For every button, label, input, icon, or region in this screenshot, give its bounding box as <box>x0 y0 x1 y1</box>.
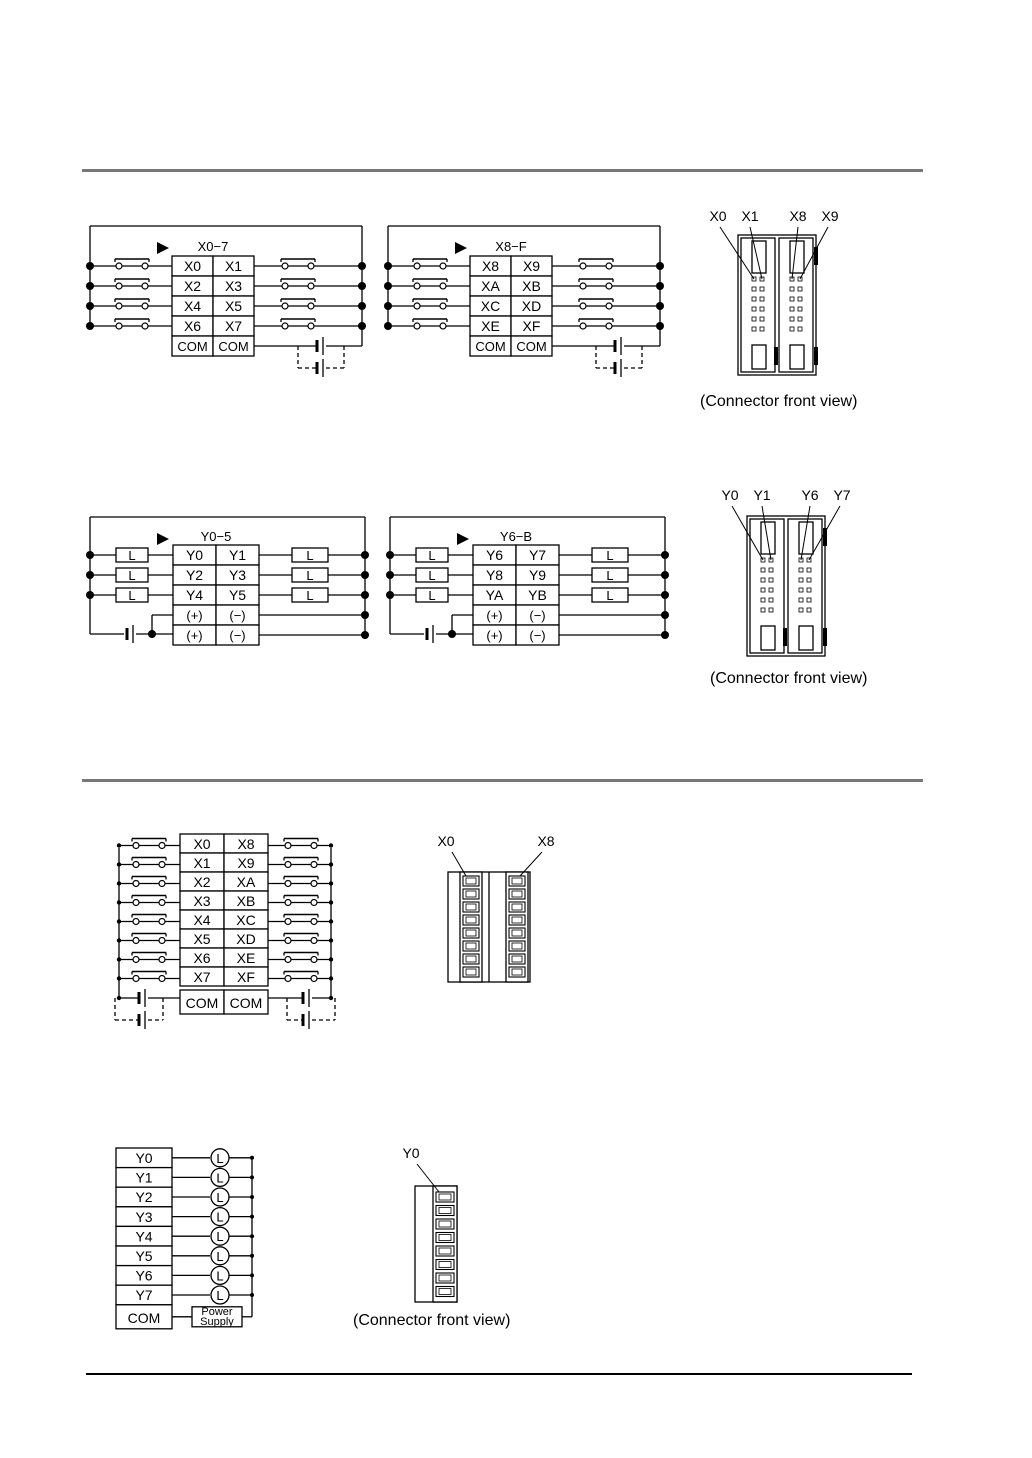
terminal-label: Y1 <box>135 1169 153 1186</box>
pin <box>807 608 811 612</box>
power-label: (−) <box>529 608 546 623</box>
contact-terminal <box>133 862 139 868</box>
pin <box>790 287 794 291</box>
screw-slot <box>466 904 476 910</box>
terminal-label: Y7 <box>528 547 547 563</box>
terminal-label: XF <box>237 969 255 985</box>
contact-terminal <box>311 881 317 887</box>
terminal-label: Y9 <box>528 567 547 583</box>
pin-label: Y0 <box>402 1145 420 1161</box>
contact-terminal <box>285 919 291 925</box>
contact-terminal <box>285 843 291 849</box>
terminal-label: X8 <box>481 258 500 274</box>
terminal-label: X9 <box>522 258 541 274</box>
screw-slot <box>439 1275 451 1281</box>
junction-dot <box>656 282 664 290</box>
terminal-label: XC <box>480 298 501 314</box>
com-label: COM <box>516 339 547 354</box>
junction-dot <box>384 302 392 310</box>
terminal-label: X0 <box>193 836 211 852</box>
terminal-label: X5 <box>193 931 211 947</box>
terminal-strip <box>433 1186 457 1302</box>
contact-terminal <box>159 919 165 925</box>
junction-dot <box>361 571 369 579</box>
pin <box>807 568 811 572</box>
pin-label: X9 <box>821 208 839 224</box>
contact-terminal <box>414 283 420 289</box>
terminal-label: X3 <box>224 278 243 294</box>
contact-terminal <box>606 263 612 269</box>
terminal-label: YA <box>485 587 504 603</box>
junction-dot <box>384 322 392 330</box>
screw-slot <box>439 1262 451 1268</box>
pin1-marker-icon <box>157 242 169 254</box>
key-mark <box>783 628 787 646</box>
pin-label: Y0 <box>721 487 739 503</box>
pin <box>799 578 803 582</box>
pin1-marker-icon <box>455 242 467 254</box>
junction-dot <box>661 551 669 559</box>
pin <box>790 307 794 311</box>
load-label: L <box>216 1229 224 1245</box>
key-mark <box>774 347 778 365</box>
contact-terminal <box>580 323 586 329</box>
terminal-label: Y6 <box>485 547 504 563</box>
pin-label: X1 <box>741 208 759 224</box>
input-wiring-diagram-x8-f <box>378 218 678 388</box>
screw-slot <box>439 1235 451 1241</box>
contact-terminal <box>440 303 446 309</box>
screw-slot <box>466 930 476 936</box>
junction-dot <box>661 571 669 579</box>
screw-slot <box>439 1248 451 1254</box>
contact-terminal <box>606 303 612 309</box>
pin <box>761 578 765 582</box>
pin <box>799 608 803 612</box>
terminal-label: Y6 <box>135 1267 153 1284</box>
contact-terminal <box>133 957 139 963</box>
pin <box>761 588 765 592</box>
pin <box>798 287 802 291</box>
terminal-label: Y1 <box>228 547 247 563</box>
pin-label: Y6 <box>801 487 819 503</box>
contact-terminal <box>440 323 446 329</box>
contact-terminal <box>133 900 139 906</box>
pin <box>769 588 773 592</box>
terminal-label: XE <box>481 318 500 334</box>
latch <box>752 345 766 369</box>
power-label: (+) <box>186 628 203 643</box>
input-connector-front-view <box>700 205 850 385</box>
screw-slot <box>512 891 522 897</box>
contact-terminal <box>414 323 420 329</box>
terminal-label: X9 <box>237 855 255 871</box>
terminal-label: XD <box>521 298 542 314</box>
junction-dot <box>86 571 94 579</box>
terminal-label: X8 <box>237 836 255 852</box>
junction-dot <box>656 302 664 310</box>
contact-terminal <box>282 323 288 329</box>
screw-slot <box>512 956 522 962</box>
latch <box>790 345 804 369</box>
terminal-label: X7 <box>193 969 211 985</box>
contact-terminal <box>285 976 291 982</box>
output-connector-front-view <box>712 484 862 664</box>
block-header: X8−F <box>495 239 527 254</box>
leader-line <box>520 852 542 876</box>
junction-dot <box>361 551 369 559</box>
pin-label: Y7 <box>833 487 851 503</box>
pin <box>798 317 802 321</box>
contact-terminal <box>308 303 314 309</box>
terminal-label: Y0 <box>185 547 204 563</box>
terminal-label: Y3 <box>228 567 247 583</box>
latch <box>799 626 813 650</box>
input-connector-caption: (Connector front view) <box>700 393 858 410</box>
junction-dot <box>384 262 392 270</box>
terminal-label: Y5 <box>228 587 247 603</box>
contact-terminal <box>311 900 317 906</box>
junction-dot <box>358 262 366 270</box>
contact-terminal <box>116 263 122 269</box>
contact-terminal <box>580 263 586 269</box>
pin-label: X8 <box>789 208 807 224</box>
junction-dot <box>86 302 94 310</box>
footer-rule <box>86 1373 912 1375</box>
com-label: COM <box>127 1309 161 1326</box>
contact-terminal <box>133 843 139 849</box>
contact-terminal <box>133 919 139 925</box>
junction-dot <box>656 262 664 270</box>
contact-terminal <box>282 283 288 289</box>
section-divider-middle <box>82 779 923 782</box>
contact-terminal <box>311 862 317 868</box>
contact-terminal <box>311 919 317 925</box>
junction-dot <box>661 591 669 599</box>
contact-terminal <box>159 900 165 906</box>
terminal-label: Y3 <box>135 1208 153 1225</box>
power-label: (−) <box>529 628 546 643</box>
screw-slot <box>466 956 476 962</box>
pin <box>798 307 802 311</box>
contact-terminal <box>414 263 420 269</box>
latch <box>761 522 775 554</box>
load-label: L <box>128 548 136 563</box>
terminal-label: X2 <box>193 874 211 890</box>
terminal-output-connector-view <box>395 1140 475 1310</box>
load-label: L <box>306 588 314 603</box>
power-supply-label: Supply <box>200 1315 234 1328</box>
terminal-output-connector-caption: (Connector front view) <box>353 1312 511 1329</box>
latch <box>761 626 775 650</box>
contact-terminal <box>311 957 317 963</box>
screw-slot <box>439 1289 451 1295</box>
terminal-label: YB <box>528 587 547 603</box>
contact-terminal <box>580 283 586 289</box>
terminal-label: XA <box>236 874 256 890</box>
terminal-output-wiring-diagram <box>110 1142 270 1337</box>
pin <box>761 608 765 612</box>
contact-terminal <box>159 957 165 963</box>
terminal-label: Y8 <box>485 567 504 583</box>
contact-terminal <box>133 976 139 982</box>
screw-slot <box>512 969 522 975</box>
latch <box>790 241 804 273</box>
terminal-label: XF <box>522 318 541 334</box>
load-label: L <box>606 568 614 583</box>
contact-terminal <box>308 323 314 329</box>
contact-terminal <box>159 881 165 887</box>
load-label: L <box>128 568 136 583</box>
pin <box>752 327 756 331</box>
key-mark <box>814 347 818 365</box>
pin <box>807 598 811 602</box>
pin <box>799 568 803 572</box>
screw-slot <box>466 878 476 884</box>
junction-dot <box>384 282 392 290</box>
block-header: Y6−B <box>499 529 533 544</box>
terminal-label: X1 <box>193 855 211 871</box>
terminal-label: Y4 <box>185 587 204 603</box>
pin <box>761 598 765 602</box>
pin1-marker-icon <box>157 533 169 545</box>
terminal-label: X3 <box>193 893 211 909</box>
contact-terminal <box>133 881 139 887</box>
contact-terminal <box>159 976 165 982</box>
pin <box>752 287 756 291</box>
load-label: L <box>306 568 314 583</box>
pin-label: X8 <box>537 833 555 849</box>
com-label: COM <box>475 339 506 354</box>
screw-slot <box>439 1208 451 1214</box>
junction-dot <box>117 843 121 847</box>
load-label: L <box>216 1170 224 1186</box>
terminal-label: X5 <box>224 298 243 314</box>
contact-terminal <box>285 957 291 963</box>
load-label: L <box>216 1190 224 1205</box>
load-label: L <box>216 1268 224 1284</box>
output-wiring-diagram-y0-5 <box>80 512 380 652</box>
load-label: L <box>306 548 314 563</box>
pin <box>752 297 756 301</box>
power-label: (−) <box>229 628 246 643</box>
screw-slot <box>439 1221 451 1227</box>
power-supply-label: Power <box>201 1305 233 1318</box>
terminal-label: X4 <box>193 912 211 928</box>
screw-slot <box>466 917 476 923</box>
screw-slot <box>466 969 476 975</box>
screw-slot <box>466 943 476 949</box>
junction-dot <box>86 591 94 599</box>
pin <box>807 588 811 592</box>
terminal-label: X4 <box>183 298 202 314</box>
section-divider-top <box>82 169 923 172</box>
pin <box>807 578 811 582</box>
contact-terminal <box>311 938 317 944</box>
com-label: COM <box>185 995 219 1011</box>
screw-slot <box>512 917 522 923</box>
com-label: COM <box>218 339 249 354</box>
pin <box>799 588 803 592</box>
terminal-label: XB <box>522 278 541 294</box>
pin <box>769 568 773 572</box>
load-label: L <box>216 1209 224 1225</box>
junction-dot <box>86 551 94 559</box>
contact-terminal <box>116 303 122 309</box>
junction-dot <box>86 322 94 330</box>
load-label: L <box>428 548 436 563</box>
pin <box>752 307 756 311</box>
junction-dot <box>386 551 394 559</box>
pin <box>769 608 773 612</box>
pin <box>769 598 773 602</box>
power-label: (+) <box>486 628 503 643</box>
pin-label: X0 <box>437 833 455 849</box>
screw-slot <box>512 904 522 910</box>
contact-terminal <box>606 323 612 329</box>
pin-label: Y1 <box>753 487 771 503</box>
terminal-label: Y0 <box>135 1150 153 1166</box>
terminal-label: XB <box>236 893 256 909</box>
contact-terminal <box>159 843 165 849</box>
contact-terminal <box>606 283 612 289</box>
pin <box>760 297 764 301</box>
contact-terminal <box>440 263 446 269</box>
pin <box>760 327 764 331</box>
contact-terminal <box>580 303 586 309</box>
input-wiring-diagram-x0-7 <box>80 218 380 388</box>
latch <box>799 522 813 554</box>
contact-terminal <box>142 303 148 309</box>
contact-terminal <box>159 938 165 944</box>
load-label: L <box>428 568 436 583</box>
junction-dot <box>386 591 394 599</box>
junction-dot <box>86 282 94 290</box>
terminal-label: Y2 <box>185 567 204 583</box>
terminal-label: X6 <box>193 950 211 966</box>
terminal-label: X7 <box>224 318 243 334</box>
contact-terminal <box>159 862 165 868</box>
load-label: L <box>216 1248 224 1264</box>
pin <box>790 327 794 331</box>
terminal-label: X1 <box>224 258 243 274</box>
contact-terminal <box>142 323 148 329</box>
block-header: Y0−5 <box>200 529 232 544</box>
load-label: L <box>128 588 136 603</box>
key-mark <box>823 628 827 646</box>
junction-dot <box>358 282 366 290</box>
contact-terminal <box>116 283 122 289</box>
contact-terminal <box>285 881 291 887</box>
screw-slot <box>512 943 522 949</box>
output-wiring-diagram-y6-b <box>380 512 680 652</box>
contact-terminal <box>414 303 420 309</box>
power-label: (+) <box>486 608 503 623</box>
pin <box>798 327 802 331</box>
contact-terminal <box>311 976 317 982</box>
contact-terminal <box>311 843 317 849</box>
pin <box>798 297 802 301</box>
terminal-label: XA <box>481 278 500 294</box>
contact-terminal <box>282 303 288 309</box>
terminal-label: XE <box>236 950 256 966</box>
power-label: (+) <box>186 608 203 623</box>
terminal-label: X6 <box>183 318 202 334</box>
contact-terminal <box>142 263 148 269</box>
pin <box>769 578 773 582</box>
pin <box>761 568 765 572</box>
terminal-label: Y4 <box>135 1228 153 1245</box>
pin <box>790 317 794 321</box>
contact-terminal <box>142 283 148 289</box>
junction-dot <box>361 591 369 599</box>
pin <box>790 297 794 301</box>
terminal-label: X0 <box>183 258 202 274</box>
contact-terminal <box>308 283 314 289</box>
junction-dot <box>86 262 94 270</box>
load-label: L <box>428 588 436 603</box>
junction-dot <box>386 571 394 579</box>
load-label: L <box>216 1150 224 1166</box>
power-label: (−) <box>229 608 246 623</box>
pin <box>799 598 803 602</box>
pin <box>760 287 764 291</box>
screw-slot <box>466 891 476 897</box>
pin-label: X0 <box>709 208 727 224</box>
terminal-label: X2 <box>183 278 202 294</box>
pin <box>760 307 764 311</box>
com-label: COM <box>177 339 208 354</box>
contact-terminal <box>285 900 291 906</box>
terminal-label: Y2 <box>135 1189 153 1206</box>
contact-terminal <box>440 283 446 289</box>
load-label: L <box>606 588 614 603</box>
terminal-input-connector-view <box>430 830 560 990</box>
block-header: X0−7 <box>197 239 229 254</box>
terminal-input-wiring-diagram <box>105 828 345 1028</box>
com-label: COM <box>229 995 263 1011</box>
key-mark <box>823 528 827 546</box>
screw-slot <box>512 878 522 884</box>
contact-terminal <box>285 938 291 944</box>
junction-dot <box>358 302 366 310</box>
terminal-label: XC <box>236 912 256 928</box>
terminal-label: Y7 <box>135 1287 153 1304</box>
contact-terminal <box>116 323 122 329</box>
output-connector-caption: (Connector front view) <box>710 670 868 687</box>
screw-slot <box>512 930 522 936</box>
pin <box>752 317 756 321</box>
contact-terminal <box>308 263 314 269</box>
load-label: L <box>216 1288 224 1303</box>
contact-terminal <box>285 862 291 868</box>
pin1-marker-icon <box>457 533 469 545</box>
contact-terminal <box>133 938 139 944</box>
load-label: L <box>606 548 614 563</box>
contact-terminal <box>282 263 288 269</box>
terminal-label: XD <box>236 931 256 947</box>
screw-slot <box>439 1194 451 1200</box>
terminal-label: Y5 <box>135 1248 153 1264</box>
pin <box>760 317 764 321</box>
junction-dot <box>329 843 333 847</box>
